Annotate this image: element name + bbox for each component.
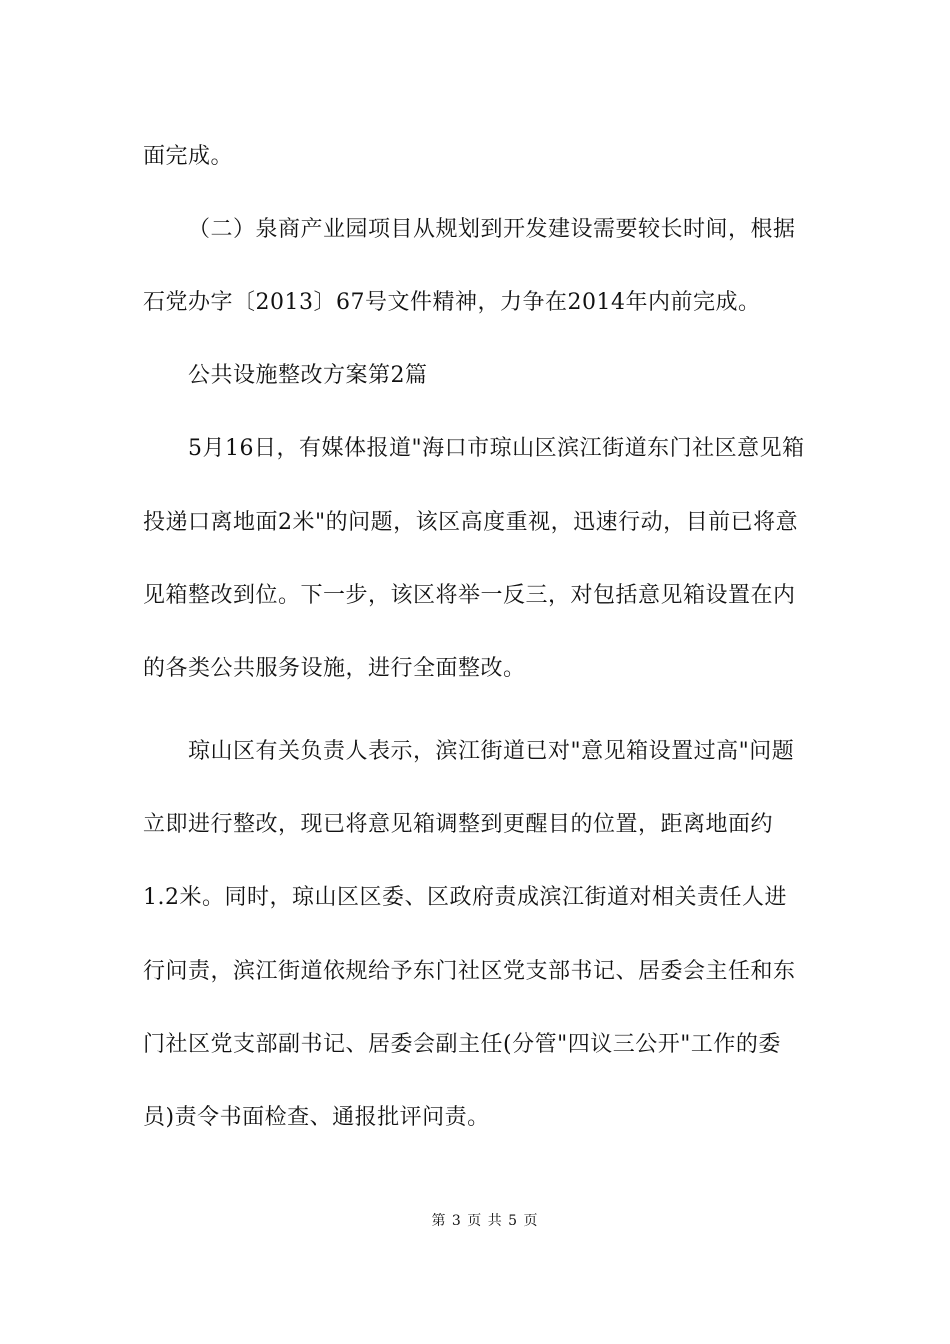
paragraph-line: 立即进行整改，现已将意见箱调整到更醒目的位置，距离地面约 [143, 812, 774, 837]
paragraph-line: 琼山区有关负责人表示，滨江街道已对"意见箱设置过高"问题 [188, 739, 795, 764]
paragraph-line: 门社区党支部副书记、居委会副主任(分管"四议三公开"工作的委 [143, 1032, 781, 1057]
paragraph-line: 石党办字〔2013〕67号文件精神，力争在2014年内前完成。 [143, 290, 761, 315]
paragraph-line: 员)责令书面检查、通报批评问责。 [143, 1105, 490, 1130]
section-heading: 公共设施整改方案第2篇 [188, 363, 428, 388]
page-number-footer: 第 3 页 共 5 页 [431, 1213, 539, 1229]
paragraph-line: 的各类公共服务设施，进行全面整改。 [143, 656, 526, 681]
paragraph-line: （二）泉商产业园项目从规划到开发建设需要较长时间，根据 [188, 217, 796, 242]
paragraph-line: 1.2米。同时，琼山区区委、区政府责成滨江街道对相关责任人进 [143, 885, 787, 910]
paragraph-line: 行问责，滨江街道依规给予东门社区党支部书记、居委会主任和东 [143, 959, 796, 984]
paragraph-line: 见箱整改到位。下一步，该区将举一反三，对包括意见箱设置在内 [143, 583, 796, 608]
paragraph-line: 面完成。 [143, 144, 234, 169]
paragraph-line: 5月16日，有媒体报道"海口市琼山区滨江街道东门社区意见箱 [188, 436, 805, 461]
paragraph-line: 投递口离地面2米"的问题，该区高度重视，迅速行动，目前已将意 [143, 510, 799, 535]
